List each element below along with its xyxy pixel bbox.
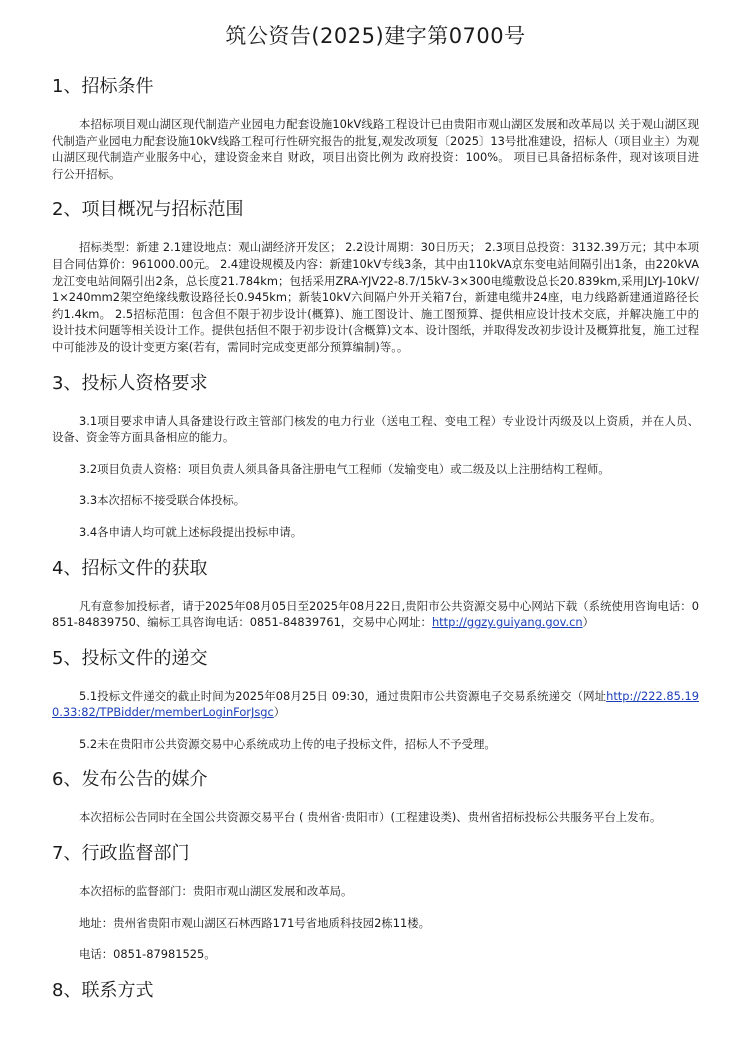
submit-deadline-text: 5.1投标文件递交的截止时间为2025年08月25日 09:30，通过贵阳市公共资源电子交易系统递交（网址 — [79, 688, 607, 703]
obtain-text: 凡有意参加投标者，请于2025年08月05日至2025年08月22日,贵阳市公共资源交易中心网站下载（系统使用咨询电话：0851-84839750、编标工具咨询电话：0851-84839761，交易中心网址： — [52, 598, 699, 630]
bidder-login-link[interactable]: http://222.85.190.33:82/TPBidder/memberLoginForJsgc — [52, 688, 699, 720]
section-submit-bids — [52, 646, 699, 753]
section-heading: 4、招标文件的获取 — [52, 557, 208, 579]
section-paragraph: 本次招标的监督部门：贵阳市观山湖区发展和改革局。 — [79, 884, 353, 899]
section-bidding-conditions — [52, 74, 699, 182]
section-heading: 1、招标条件 — [52, 76, 154, 97]
section-obtain-documents — [52, 556, 699, 631]
section-paragraph: 本次招标公告同时在全国公共资源交易平台 ( 贵州省·贵阳市）(工程建设类)、贵州省招标投标公共服务平台上发布。 — [79, 810, 662, 825]
section-supervision-department — [52, 841, 699, 963]
section-paragraph: 3.3本次招标不接受联合体投标。 — [79, 493, 246, 508]
section-heading: 8、联系方式 — [52, 979, 154, 1001]
section-paragraph: 5.2未在贵阳市公共资源交易中心系统成功上传的电子投标文件，招标人不予受理。 — [79, 736, 496, 751]
section-paragraph — [52, 598, 699, 631]
submit-deadline-text-end: ） — [273, 705, 286, 720]
trading-center-link[interactable]: http://ggzy.guiyang.gov.cn — [431, 615, 583, 630]
section-paragraph: 地址：贵州省贵阳市观山湖区石林西路171号省地质科技园2栋11楼。 — [79, 915, 431, 930]
section-heading: 7、行政监督部门 — [52, 843, 190, 865]
section-contact-info — [52, 978, 699, 1004]
section-paragraph — [52, 688, 699, 721]
section-bidder-qualifications — [52, 371, 699, 541]
section-paragraph: 3.2项目负责人资格：项目负责人须具备具备注册电气工程师（发输变电）或二级及以上注册结构工程师。 — [79, 461, 610, 476]
section-paragraph: 3.4各申请人均可就上述标段提出投标申请。 — [79, 524, 303, 539]
section-heading: 5、投标文件的递交 — [52, 647, 208, 669]
section-paragraph: 本招标项目观山湖区现代制造产业园电力配套设施10kV线路工程设计已由贵阳市观山湖区发展和改革局以 关于观山湖区现代制造产业园电力配套设施10kV线路工程可行性研究报告的批复,观发改项复〔2025〕13号批准建设，招标人（项目业主）为观山湖区现代制造产业服务中心，建设资金来自 财政，项目出资比例为 政府投资：100%。 项目已具备招标条件，现对该项目进行公开招标。 — [52, 117, 699, 181]
section-heading: 3、投标人资格要求 — [52, 372, 208, 394]
document-title: 筑公资告(2025)建字第0700号 — [225, 24, 526, 48]
section-paragraph: 电话：0851-87981525。 — [79, 947, 216, 962]
section-paragraph: 招标类型：新建 2.1建设地点：观山湖经济开发区； 2.2设计周期：30日历天； 2.3项目总投资：3132.39万元；其中本项目合同估算价：961000.00元。 2.4建设规模及内容：新建10kV专线3条，其中由110kVA京东变电站间隔引出1条，由220kVA龙江变电站间隔引出2条，总长度21.784km；包括采用ZRA-YJV22-8.7/15kV-3×300电缆敷设总长20.839km,采用JLYJ-10kV/1×240mm2架空绝缘线敷设路径长0.945km；新装10kV六间隔户外开关箱7台，新建电缆井24座，电力线路新建通道路径长约1.4km。 2.5招标范围：包含但不限于初步设计(概算)、施工图设计、施工图预算、提供相应设计技术交底，并解决施工中的设计技术问题等相关设计工作。提供包括但不限于初步设计(含概算)文本、设计图纸，并取得发改初步设计及概算批复，施工过程中可能涉及的设计变更方案(若有，需同时完成变更部分预算编制)等。。 — [52, 240, 699, 354]
section-heading: 6、发布公告的媒介 — [52, 769, 208, 791]
section-project-overview — [52, 197, 699, 355]
section-publication-media — [52, 767, 699, 826]
obtain-text-end: ） — [582, 615, 594, 630]
section-paragraph: 3.1项目要求申请人具备建设行政主管部门核发的电力行业（送电工程、变电工程）专业设计丙级及以上资质，并在人员、设备、资金等方面具备相应的能力。 — [52, 413, 699, 445]
section-heading: 2、项目概况与招标范围 — [52, 199, 244, 221]
